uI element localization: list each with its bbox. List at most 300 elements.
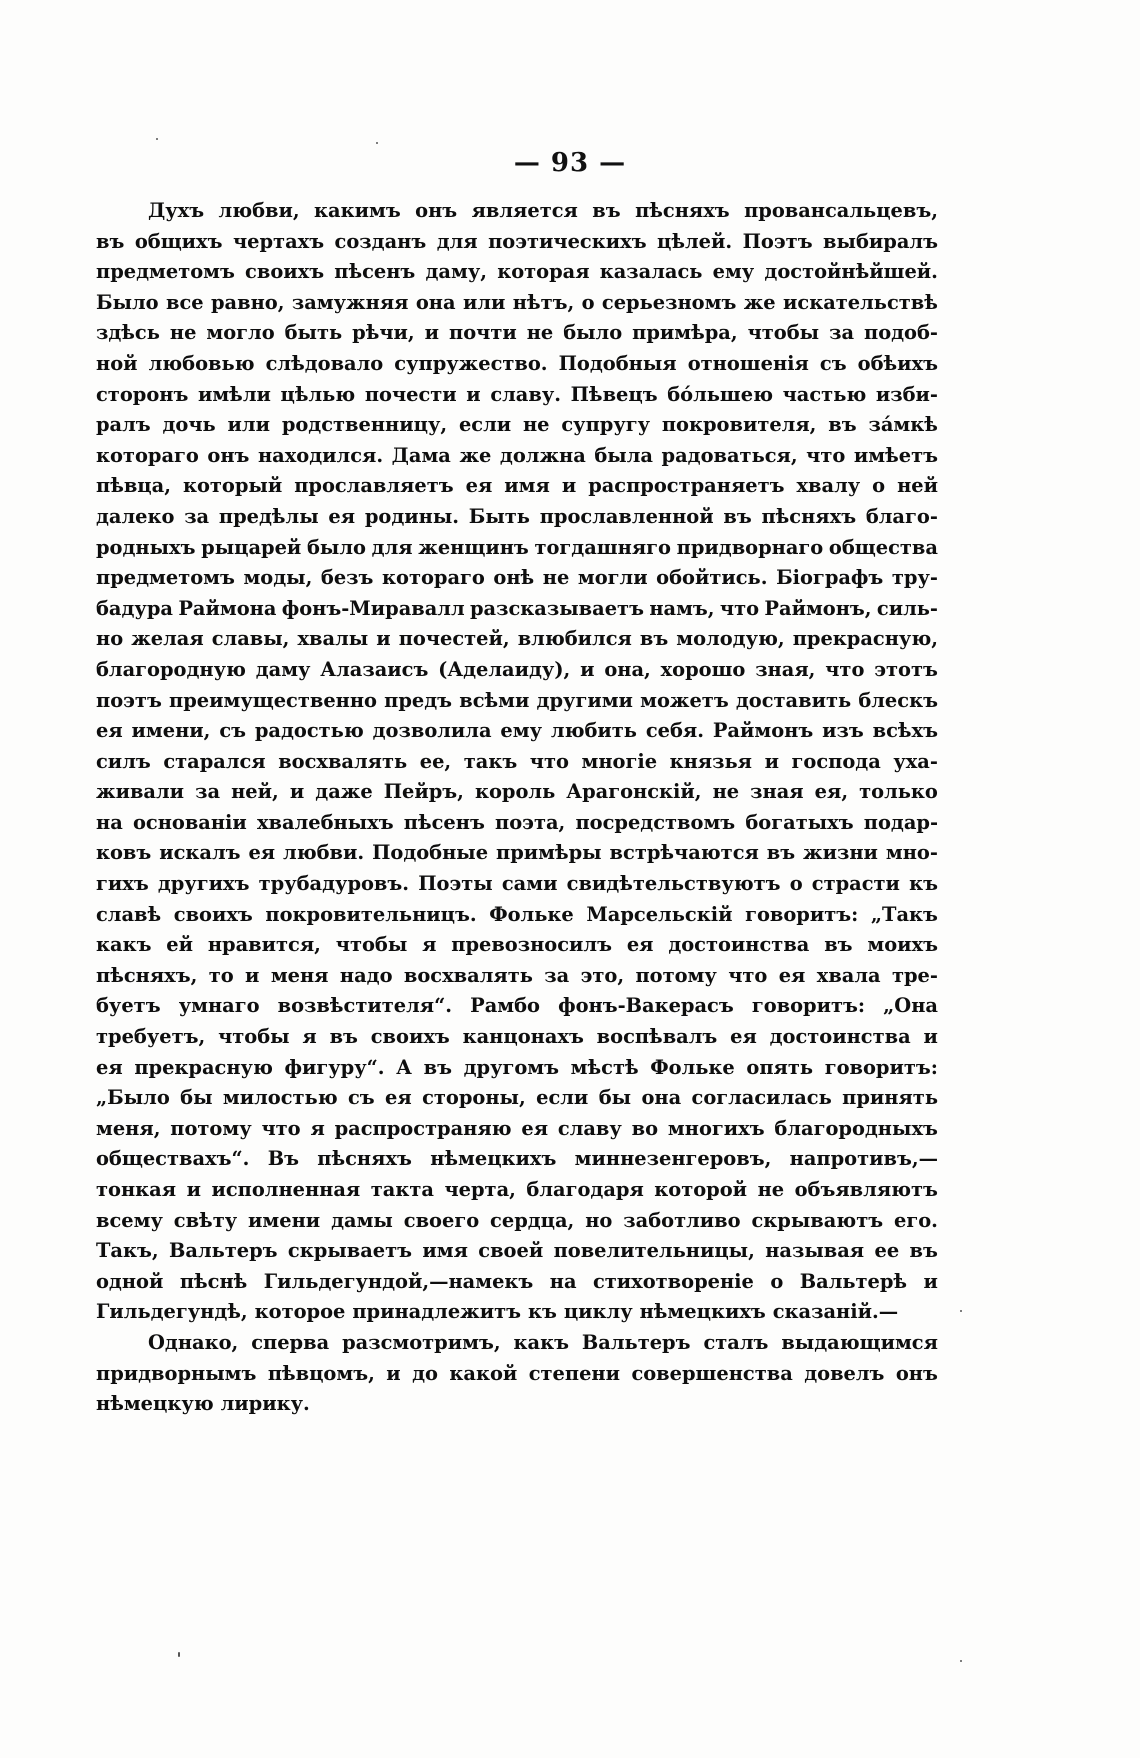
word: тогдашняго [534,535,671,559]
word: нѣмецкихъ [639,1300,766,1324]
word: моихъ [867,933,938,957]
scan-speck [156,138,158,140]
text-line [96,1236,938,1267]
word: за [544,963,570,987]
word: молодую, [676,627,785,651]
word: сторонъ [96,382,189,406]
word: такта [370,1178,434,1201]
word: для [436,229,478,253]
text-line [96,1022,938,1053]
word: моды, [243,566,313,590]
word: въ [639,627,669,651]
word: благодаря [526,1178,644,1201]
word: намъ, [649,596,715,620]
word: благородную [96,657,246,681]
word: ея, [814,780,849,804]
word: дозволила [372,719,492,743]
word: за́мкѣ [868,413,938,437]
word: согласилась [691,1086,832,1110]
text-line [96,502,938,533]
word: хорошо [660,657,746,681]
word: тре- [891,963,938,987]
word: имя [504,474,550,498]
word: Гильдегундѣ, [96,1300,248,1324]
text-line [96,441,938,472]
word: и [561,474,577,498]
word: на [96,810,123,834]
word: фигуру“. [284,1055,385,1079]
word: сталъ [703,1330,769,1354]
text-line [96,1114,938,1145]
word: что [825,657,865,681]
word: какъ [513,1330,569,1354]
word: циклу [563,1300,633,1324]
text-line [96,747,938,778]
word: стихотвореніе [592,1269,754,1293]
word: поэтическихъ [488,229,647,253]
word: ее [874,1239,900,1263]
text-line [96,410,938,441]
word: является [471,199,578,222]
word: которая [497,260,590,284]
word: частью [782,382,867,406]
word: для [371,535,413,559]
word: въ [824,933,853,957]
text-line [96,686,938,717]
word: Поэты [418,872,493,896]
word: равно, [211,290,285,314]
word: предметомъ [96,566,235,590]
word: ея [248,841,276,865]
word: лирику. [220,1392,310,1416]
word: степени [528,1361,620,1385]
word: было [307,535,366,559]
word: этотъ [874,657,938,681]
word: въ [423,1055,452,1079]
text-line [96,471,938,502]
word: восхвалять [278,749,408,773]
word: Алазаисъ [320,657,429,681]
word: предметомъ [96,260,235,284]
word: но [585,1208,613,1232]
word: всѣхъ [872,719,938,743]
word: славѣ [96,902,162,926]
word: быть [284,321,343,345]
word: въ [329,1025,358,1049]
word: ея [521,1116,549,1140]
word: женщинъ [418,535,529,559]
word: живали [96,780,185,804]
word: имени [248,1208,321,1232]
word: Рамбо [470,994,540,1018]
word: говоритъ: [824,1055,938,1079]
word: скрываютъ [751,1208,884,1232]
word: исполненная [211,1178,361,1201]
word: такъ [463,749,518,773]
text-line [96,1328,938,1359]
word: разсказываетъ [470,596,644,620]
word: созданъ [334,229,427,253]
word: и [376,627,391,651]
word: Подобные [372,841,489,865]
word: придворнымъ [96,1361,257,1385]
word: всему [96,1208,163,1232]
word: пѣснѣ [179,1269,248,1293]
word: разсмотримъ, [342,1330,501,1354]
word: своихъ [173,902,253,926]
word: Духъ [148,199,205,222]
word: ной [96,351,138,375]
word: къ [909,872,938,896]
word: я [302,1025,317,1049]
word: и [466,382,481,406]
word: и [289,780,305,804]
word: все [166,290,204,314]
word: далеко [96,504,175,528]
word: влюбился [517,627,632,651]
word: прекрасную, [792,627,938,651]
word: покровителя, [661,413,817,437]
word: посредствомъ [575,810,736,834]
word: свидѣтельствуютъ [566,872,781,896]
word: подар- [863,810,938,834]
word: сказаній.— [772,1300,899,1324]
word: умнаго [178,994,260,1018]
word: рыцарей [201,535,302,559]
word: пѣсняхъ [317,1147,412,1171]
word: ралъ [96,413,151,437]
word: хвала [816,963,881,987]
text-line [96,1389,938,1420]
word: ковъ [96,841,152,865]
word: зная, [755,657,816,681]
word: Раймонъ, [764,596,872,620]
word: его. [894,1208,938,1232]
word: бы [598,1086,632,1110]
word: своихъ [245,260,325,284]
word: что [529,749,569,773]
word: примѣра, [632,321,738,345]
word: не [712,780,740,804]
text-line [96,624,938,655]
word: за [184,504,210,528]
word: съ [347,1086,375,1110]
word: потому [170,1116,252,1140]
word: многихъ [667,1116,765,1140]
word: что [719,596,760,620]
word: скрываетъ [287,1239,412,1263]
word: другими [536,688,633,712]
word: силъ [96,749,151,773]
word: предѣлы [218,504,319,528]
word: нѣмецкихъ [430,1147,557,1171]
word: же [743,290,776,314]
word: въ [723,504,752,528]
word: Такъ, [96,1239,159,1263]
word: меня, [96,1116,161,1140]
word: воспѣвалъ [596,1025,718,1049]
word: съ [219,719,246,743]
word: достоинства [769,1025,911,1049]
word: о [770,1269,784,1293]
word: бадура [96,596,173,620]
word: Пейръ, [383,780,464,804]
word: потому [635,963,717,987]
scan-speck [178,1652,180,1657]
text-line [96,900,938,931]
word: распространяетъ [588,474,785,498]
word: называя [765,1239,865,1263]
word: Поэтъ [742,229,813,253]
word: прославляетъ [294,474,454,498]
text-line [96,1053,938,1084]
word: въ [592,199,621,222]
word: о [581,290,595,314]
page-number: — 93 — [513,148,627,178]
text-line [96,1359,938,1390]
scan-speck [376,142,378,144]
text-line [96,961,938,992]
word: преимущественно [169,688,377,712]
word: что [806,443,846,467]
word: цѣлей. [657,229,733,253]
word: пѣвца, [96,474,171,498]
word: провансальцевъ, [744,199,938,222]
word: за [829,321,855,345]
word: Марсельскій [586,902,733,926]
word: свѣту [173,1208,238,1232]
word: трубадуровъ. [258,872,410,896]
word: чтобы [747,321,820,345]
word: хвалы [297,627,369,651]
word: обѣихъ [857,351,938,375]
word: ея [730,1025,757,1049]
word: славу. [490,382,561,406]
text-line [96,594,938,625]
word: не [169,321,197,345]
word: Быть [468,504,530,528]
word: къ [527,1300,557,1324]
word: и [764,749,779,773]
word: повелительницы, [553,1239,755,1263]
word: могло [206,321,275,345]
word: и [245,963,260,987]
text-line [96,655,938,686]
word: можетъ [640,688,729,712]
word: родныхъ [96,535,196,559]
word: выбиралъ [823,229,938,253]
word: меня [270,963,329,987]
word: жизни [803,841,878,865]
word: своего [403,1208,480,1232]
word: милостью [222,1086,338,1110]
text-line [96,1267,938,1298]
word: А [396,1055,412,1079]
word: онѣ [493,566,535,590]
word: и [186,1178,201,1201]
word: напротивъ,— [789,1147,938,1171]
word: ней [897,474,938,498]
word: изби- [875,382,938,406]
word: же [459,443,492,467]
word: Въ [267,1147,299,1171]
word: имя [422,1239,468,1263]
word: онъ [415,199,458,222]
word: распространяю [334,1116,512,1140]
word: который [182,474,283,498]
word: фонъ-Миравалл [281,596,465,620]
word: нѣмецкую [96,1392,214,1416]
word: любви, [218,199,300,222]
word: серьезномъ [601,290,737,314]
word: хвалу [796,474,861,498]
word: безъ [320,566,374,590]
word: многіе [581,749,658,773]
word: доставить [735,688,852,712]
word: пѣсняхъ, [96,963,198,987]
word: Біографъ [776,566,884,590]
word: была [594,443,653,467]
word: надо [339,963,393,987]
word: что [261,1116,301,1140]
word: и [424,321,440,345]
word: чтобы [335,933,408,957]
word: мѣстѣ [570,1055,639,1079]
word: и [580,657,595,681]
word: богатыхъ [745,810,854,834]
word: какой [449,1361,518,1385]
word: радоваться, [661,443,798,467]
word: нравится, [207,933,321,957]
word: ея [328,504,356,528]
word: славу [557,1116,622,1140]
word: она, [604,657,651,681]
word: канцонахъ [462,1025,584,1049]
word: пѣсняхъ [635,199,730,222]
word: Вальтеръ [168,1239,278,1263]
word: говоритъ: [751,994,866,1018]
word: король [474,780,556,804]
word: почти [449,321,517,345]
word: не [526,321,554,345]
word: хвалебныхъ [257,810,394,834]
word: если [536,1086,589,1110]
word: замужняя [291,290,409,314]
word: довелъ [804,1361,885,1385]
word: искательствѣ [783,290,938,314]
word: Подобныя [558,351,677,375]
word: совершенства [631,1361,793,1385]
word: имѣли [197,382,271,406]
word: принадлежитъ [352,1300,522,1324]
word: она [415,290,456,314]
word: родственницу, [281,413,448,437]
text-line [96,318,938,349]
text-line [96,930,938,961]
text-line [96,716,938,747]
word: славы, [211,627,290,651]
word: пѣсенъ [403,810,485,834]
word: господа [791,749,881,773]
word: заботливо [623,1208,741,1232]
word: въ [96,229,125,253]
word: ея [385,1086,412,1110]
word: Вальтерѣ [799,1269,908,1293]
word: которое [254,1300,346,1324]
word: о [872,474,886,498]
word: чтобы [218,1025,290,1049]
word: какъ [96,933,152,957]
word: обойтись. [656,566,768,590]
word: тонкая [96,1178,177,1201]
word: ея [465,474,493,498]
word: достойнѣйшей. [764,260,938,284]
word: даму, [425,260,487,284]
text-line [96,1144,938,1175]
word: Раймонъ [712,719,814,743]
word: Было [96,290,159,314]
word: о [789,872,803,896]
word: въ [766,841,796,865]
word: мно- [885,841,938,865]
word: (Аделаиду), [438,657,571,681]
word: родины. [364,504,460,528]
word: возвѣстителя“. [277,994,452,1018]
word: Однако, [148,1330,239,1354]
word: страсти [811,872,900,896]
word: объявляютъ [794,1178,938,1201]
word: ему [712,260,755,284]
word: могли [577,566,648,590]
word: силь- [876,596,938,620]
word: себя. [645,719,704,743]
word: она [641,1086,682,1110]
word: дамы [331,1208,393,1232]
word: съ [819,351,847,375]
word: тру- [891,566,938,590]
word: ней, [231,780,279,804]
word: прославленной [539,504,714,528]
word: своихъ [370,1025,450,1049]
word: которой [654,1178,748,1201]
word: на [549,1269,577,1293]
word: примѣры [496,841,602,865]
word: ея [96,1055,123,1079]
word: супругу [561,413,651,437]
word: онъ [207,443,250,467]
word: зная [750,780,804,804]
word: сперва [251,1330,330,1354]
word: искалъ [159,841,241,865]
word: если [458,413,512,437]
word: Вальтеръ [581,1330,691,1354]
text-line [96,227,938,258]
word: любви. [283,841,365,865]
word: должна [499,443,586,467]
text-line [96,1083,938,1114]
word: цѣлью [280,382,356,406]
word: поэтъ [96,688,162,712]
word: поэта, [495,810,566,834]
word: какимъ [314,199,401,222]
word: ему [500,719,543,743]
word: опять [746,1055,814,1079]
word: отношенія [687,351,809,375]
word: подоб- [864,321,938,345]
word: не [522,413,550,437]
word: бы [180,1086,213,1110]
word: въ [828,413,857,437]
